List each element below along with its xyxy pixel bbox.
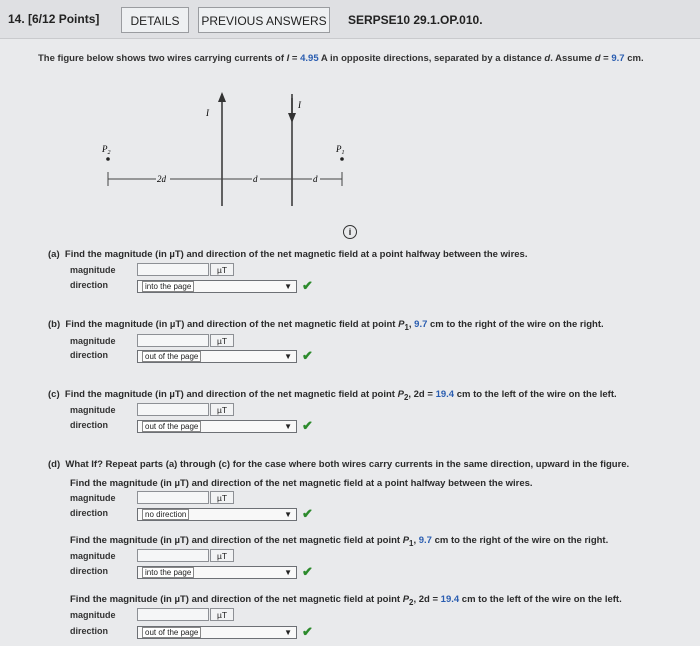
- part-b-text-2: ,: [408, 319, 415, 330]
- part-c-question: [48, 389, 617, 402]
- direction-select-d3[interactable]: [137, 626, 297, 639]
- chevron-down-icon: ▼: [284, 352, 292, 361]
- magnitude-input-a[interactable]: [137, 263, 209, 276]
- chevron-down-icon: ▼: [284, 422, 292, 431]
- part-c-value: 19.4: [435, 389, 455, 400]
- label-2d: 2d: [157, 174, 166, 184]
- label-i-right: I: [298, 100, 301, 110]
- question-number: 14. [6/12 Points]: [8, 12, 100, 26]
- magnitude-label-a: magnitude: [70, 265, 116, 275]
- part-a-text: Find the magnitude (in µT) and direction of the net magnetic field at a point halfway between the wires.: [64, 249, 528, 260]
- direction-label-a: direction: [70, 280, 109, 290]
- intro-text-2: A in opposite directions, separated by a distance: [318, 53, 545, 64]
- part-d-sub2-question: [70, 535, 608, 548]
- part-d-sub3-text-3: cm to the left of the wire on the left.: [459, 594, 622, 605]
- chevron-down-icon: ▼: [284, 628, 292, 637]
- part-b-question: [48, 319, 604, 332]
- magnitude-input-d2[interactable]: [137, 549, 209, 562]
- direction-label-d2: direction: [70, 566, 109, 576]
- unit-label-d1: µT: [210, 491, 234, 504]
- part-c-sub: 2: [403, 392, 409, 402]
- magnitude-input-b[interactable]: [137, 334, 209, 347]
- magnitude-label-b: magnitude: [70, 336, 116, 346]
- part-d-sub2-text-3: cm to the right of the wire on the right.: [431, 535, 609, 546]
- part-b-text-3: cm to the right of the wire on the right.: [427, 319, 604, 330]
- unit-label-d3: µT: [210, 608, 234, 621]
- label-d-right: d: [313, 174, 318, 184]
- part-c-point: P: [397, 389, 404, 400]
- magnitude-input-d1[interactable]: [137, 491, 209, 504]
- d-symbol-2: d: [594, 53, 601, 64]
- part-d-sub3-text-1: Find the magnitude (in µT) and direction of the net magnetic field at point: [70, 594, 403, 605]
- check-icon: ✔: [302, 506, 313, 521]
- assume-text: . Assume: [550, 53, 595, 64]
- problem-statement: [38, 53, 644, 64]
- direction-select-d2[interactable]: [137, 566, 297, 579]
- magnitude-label-d2: magnitude: [70, 551, 116, 561]
- direction-value-a: into the page: [142, 281, 194, 292]
- unit-label-a: µT: [210, 263, 234, 276]
- info-icon[interactable]: i: [343, 225, 357, 239]
- up-arrow-icon: [218, 92, 226, 102]
- direction-select-c[interactable]: [137, 420, 297, 433]
- part-d-sub1-question: Find the magnitude (in µT) and direction of the net magnetic field at a point halfway between the wires.: [70, 478, 533, 489]
- d-symbol: d: [544, 53, 551, 64]
- check-icon: ✔: [302, 418, 313, 433]
- chevron-down-icon: ▼: [284, 568, 292, 577]
- direction-select-a[interactable]: [137, 280, 297, 293]
- part-d-sub3-question: [70, 594, 622, 607]
- check-icon: ✔: [302, 348, 313, 363]
- part-d-sub2-value: 9.7: [418, 535, 432, 546]
- part-a-question: [48, 249, 527, 260]
- part-c-text-1: Find the magnitude (in µT) and direction of the net magnetic field at point: [64, 389, 398, 400]
- magnitude-label-d3: magnitude: [70, 610, 116, 620]
- direction-label-c: direction: [70, 420, 109, 430]
- chevron-down-icon: ▼: [284, 510, 292, 519]
- part-d-sub2-text-1: Find the magnitude (in µT) and direction of the net magnetic field at point: [70, 535, 403, 546]
- part-d-sub3-point: P: [402, 594, 410, 605]
- check-icon: ✔: [302, 564, 313, 579]
- chevron-down-icon: ▼: [284, 282, 292, 291]
- direction-value-d2: into the page: [142, 567, 194, 578]
- direction-label-d1: direction: [70, 508, 109, 518]
- question-header: [0, 0, 700, 39]
- problem-code: SERPSE10 29.1.OP.010.: [348, 13, 483, 27]
- direction-select-b[interactable]: [137, 350, 297, 363]
- part-b-text-1: Find the magnitude (in µT) and direction of the net magnetic field at point: [65, 319, 399, 330]
- intro-text: The figure below shows two wires carrying currents of: [38, 53, 287, 64]
- part-d-sub3-value: 19.4: [440, 594, 460, 605]
- magnitude-label-c: magnitude: [70, 405, 116, 415]
- intro-eq: =: [289, 53, 301, 64]
- magnitude-label-d1: magnitude: [70, 493, 116, 503]
- part-d-sub3-text-2: , 2d =: [413, 594, 441, 605]
- part-d-text: Repeat parts (a) through (c) for the case where both wires carry currents in the same direction, upward in the figure.: [102, 459, 630, 470]
- what-if-label: What If?: [65, 459, 103, 470]
- direction-value-b: out of the page: [142, 351, 201, 362]
- d-value: 9.7: [611, 53, 625, 64]
- unit-label-d2: µT: [210, 549, 234, 562]
- part-c-text-3: cm to the left of the wire on the left.: [454, 389, 617, 400]
- current-symbol: I: [286, 53, 290, 64]
- point-p1: [340, 157, 344, 161]
- part-b-prefix: (b): [48, 319, 61, 330]
- check-icon: ✔: [302, 624, 313, 639]
- label-p2: $P_2$: [102, 144, 111, 156]
- direction-label-b: direction: [70, 350, 109, 360]
- current-value: 4.95: [300, 53, 319, 64]
- part-d-sub2-sub: 1: [409, 538, 414, 548]
- part-d-sub2-point: P: [402, 535, 410, 546]
- part-d-sub3-sub: 2: [409, 597, 414, 607]
- label-p1: $P_1$: [336, 144, 345, 156]
- part-d-question: [48, 459, 629, 470]
- unit-label-c: µT: [210, 403, 234, 416]
- point-p2: [106, 157, 110, 161]
- part-b-point: P: [398, 319, 405, 330]
- part-d-sub2-text-2: ,: [413, 535, 419, 546]
- part-c-text-2: , 2d =: [408, 389, 436, 400]
- check-icon: ✔: [302, 278, 313, 293]
- direction-value-d1: no direction: [142, 509, 189, 520]
- direction-label-d3: direction: [70, 626, 109, 636]
- part-a-prefix: (a): [48, 249, 60, 260]
- part-b-value: 9.7: [414, 319, 428, 330]
- direction-value-c: out of the page: [142, 421, 201, 432]
- direction-value-d3: out of the page: [142, 627, 201, 638]
- part-d-prefix: (d): [48, 459, 61, 470]
- previous-answers-button[interactable]: PREVIOUS ANSWERS: [198, 7, 330, 33]
- wires-figure: [90, 86, 370, 211]
- label-i-left: I: [206, 108, 209, 118]
- unit-label-b: µT: [210, 334, 234, 347]
- magnitude-input-d3[interactable]: [137, 608, 209, 621]
- part-b-sub: 1: [404, 322, 409, 332]
- label-d-mid: d: [253, 174, 258, 184]
- details-button[interactable]: DETAILS: [121, 7, 189, 33]
- d-unit: cm.: [624, 53, 644, 64]
- direction-select-d1[interactable]: [137, 508, 297, 521]
- magnitude-input-c[interactable]: [137, 403, 209, 416]
- part-c-prefix: (c): [48, 389, 60, 400]
- d-eq: =: [600, 53, 612, 64]
